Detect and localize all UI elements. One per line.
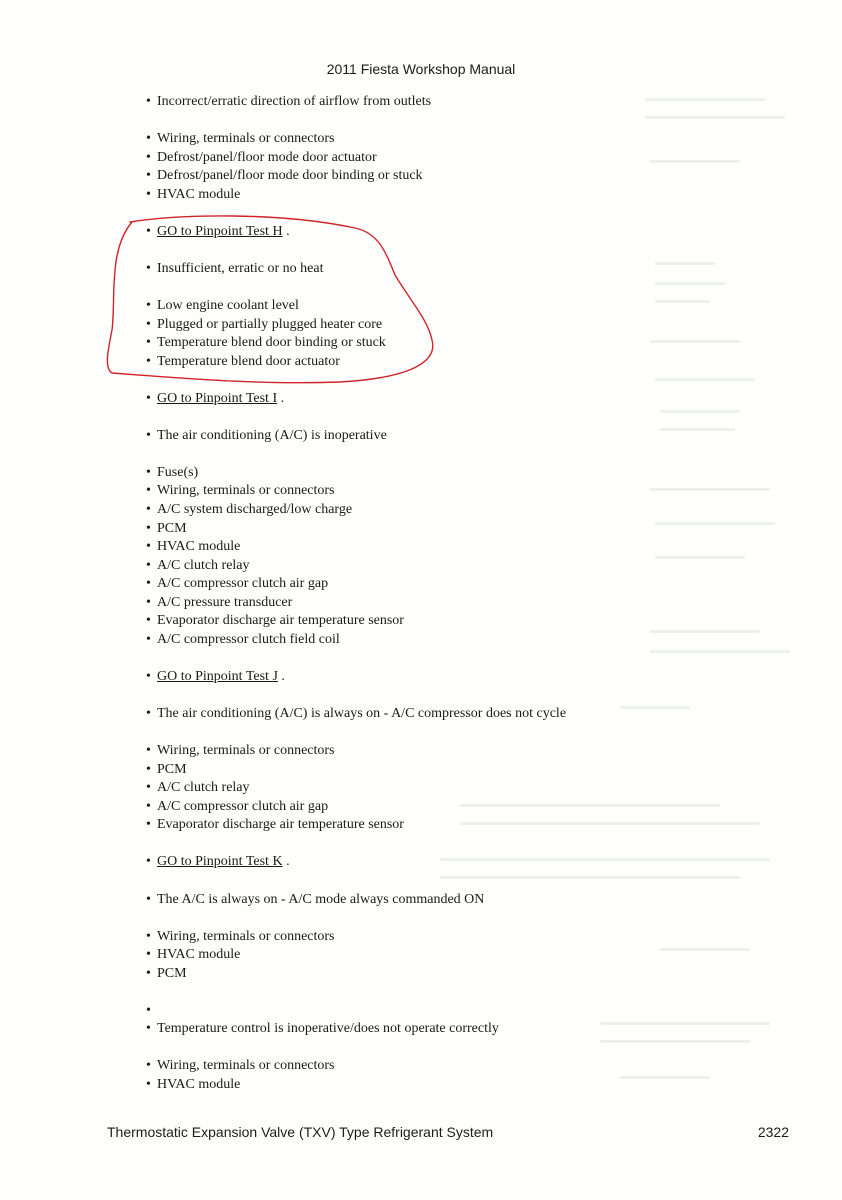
list-item-text: Wiring, terminals or connectors (157, 743, 335, 759)
bullet-icon: • (146, 131, 151, 147)
list-item-text: The air conditioning (A/C) is inoperative (157, 427, 387, 443)
list-item-text: Wiring, terminals or connectors (157, 483, 335, 499)
bullet-icon: • (146, 780, 151, 796)
bullet-icon: • (146, 947, 151, 963)
list-item-text: Wiring, terminals or connectors (157, 1058, 335, 1074)
list-item-text: A/C system discharged/low charge (157, 502, 353, 518)
list-item-text: HVAC module (157, 1076, 241, 1092)
list-item-text: Temperature blend door actuator (157, 353, 340, 369)
bullet-icon: • (146, 1058, 151, 1074)
list-item-text: PCM (157, 761, 187, 777)
page-header-title: 2011 Fiesta Workshop Manual (326, 61, 516, 77)
pinpoint-test-link[interactable]: GO to Pinpoint Test I (157, 390, 278, 406)
bullet-icon: • (146, 798, 151, 814)
pinpoint-test-link[interactable]: GO to Pinpoint Test J (157, 668, 278, 684)
list-item-text: A/C clutch relay (157, 780, 250, 796)
bullet-icon: • (146, 427, 151, 443)
bullet-icon: • (146, 260, 151, 276)
list-item-text: Incorrect/erratic direction of airflow from outlets (157, 94, 432, 109)
bullet-icon: • (146, 335, 151, 351)
link-suffix: . (277, 668, 285, 684)
bullet-icon: • (146, 1002, 151, 1018)
list-item-text: A/C compressor clutch air gap (157, 798, 329, 814)
bullet-icon: • (146, 613, 151, 629)
list-item-text: HVAC module (157, 539, 241, 555)
list-item-text: PCM (157, 965, 187, 981)
bullet-icon: • (146, 353, 151, 369)
list-item-text: Evaporator discharge air temperature sensor (157, 613, 404, 629)
bullet-icon: • (146, 557, 151, 573)
list-item-text: HVAC module (157, 186, 241, 202)
bullet-icon: • (146, 149, 151, 165)
bullet-icon: • (146, 298, 151, 314)
bullet-icon: • (146, 223, 151, 239)
bullet-icon: • (146, 854, 151, 870)
list-item-text: Defrost/panel/floor mode door actuator (157, 149, 377, 165)
bullet-icon: • (146, 761, 151, 777)
list-item-text: Evaporator discharge air temperature sensor (157, 817, 404, 833)
bullet-icon: • (146, 576, 151, 592)
list-item-text: Temperature blend door binding or stuck (157, 335, 386, 351)
list-item-text: A/C compressor clutch field coil (157, 631, 340, 647)
page-number: 2322 (757, 1124, 789, 1140)
list-item-text: Wiring, terminals or connectors (157, 131, 335, 147)
bullet-icon: • (146, 594, 151, 610)
list-item-text: The A/C is always on - A/C mode always commanded ON (157, 891, 485, 907)
bullet-icon: • (146, 1021, 151, 1037)
link-suffix: . (282, 223, 290, 239)
bullet-icon: • (146, 817, 151, 833)
list-item-text: Plugged or partially plugged heater core (157, 316, 383, 332)
bullet-icon: • (146, 186, 151, 202)
list-item-text: Temperature control is inoperative/does not operate correctly (157, 1021, 499, 1037)
list-item-text: The air conditioning (A/C) is always on - A/C compressor does not cycle (157, 706, 567, 722)
bullet-icon: • (146, 631, 151, 647)
bullet-icon: • (146, 520, 151, 536)
bullet-icon: • (146, 94, 151, 109)
bullet-icon: • (146, 928, 151, 944)
bullet-icon: • (146, 316, 151, 332)
list-item-text: Wiring, terminals or connectors (157, 928, 335, 944)
bullet-icon: • (146, 743, 151, 759)
bullet-icon: • (146, 539, 151, 555)
bullet-icon: • (146, 891, 151, 907)
pinpoint-test-link[interactable]: GO to Pinpoint Test K (157, 854, 283, 870)
list-item-text: A/C pressure transducer (157, 594, 293, 610)
list-item-text: Fuse(s) (157, 464, 199, 480)
footer-section-title: Thermostatic Expansion Valve (TXV) Type Refrigerant System (107, 1124, 494, 1140)
bullet-icon: • (146, 706, 151, 722)
list-item-text: Insufficient, erratic or no heat (157, 260, 324, 276)
bullet-icon: • (146, 668, 151, 684)
link-suffix: . (277, 390, 285, 406)
link-suffix: . (282, 854, 290, 870)
bullet-icon: • (146, 502, 151, 518)
bullet-icon: • (146, 483, 151, 499)
pinpoint-test-link[interactable]: GO to Pinpoint Test H (157, 223, 283, 239)
list-item-text: Low engine coolant level (157, 298, 299, 314)
bullet-icon: • (146, 965, 151, 981)
bullet-icon: • (146, 464, 151, 480)
list-item-text: PCM (157, 520, 187, 536)
list-item-text: A/C clutch relay (157, 557, 250, 573)
list-item-text: Defrost/panel/floor mode door binding or stuck (157, 168, 423, 184)
hand-drawn-circle (107, 216, 432, 383)
list-item-text: A/C compressor clutch air gap (157, 576, 329, 592)
bullet-icon: • (146, 390, 151, 406)
list-item-text: HVAC module (157, 947, 241, 963)
bullet-icon: • (146, 1076, 151, 1092)
bullet-icon: • (146, 168, 151, 184)
